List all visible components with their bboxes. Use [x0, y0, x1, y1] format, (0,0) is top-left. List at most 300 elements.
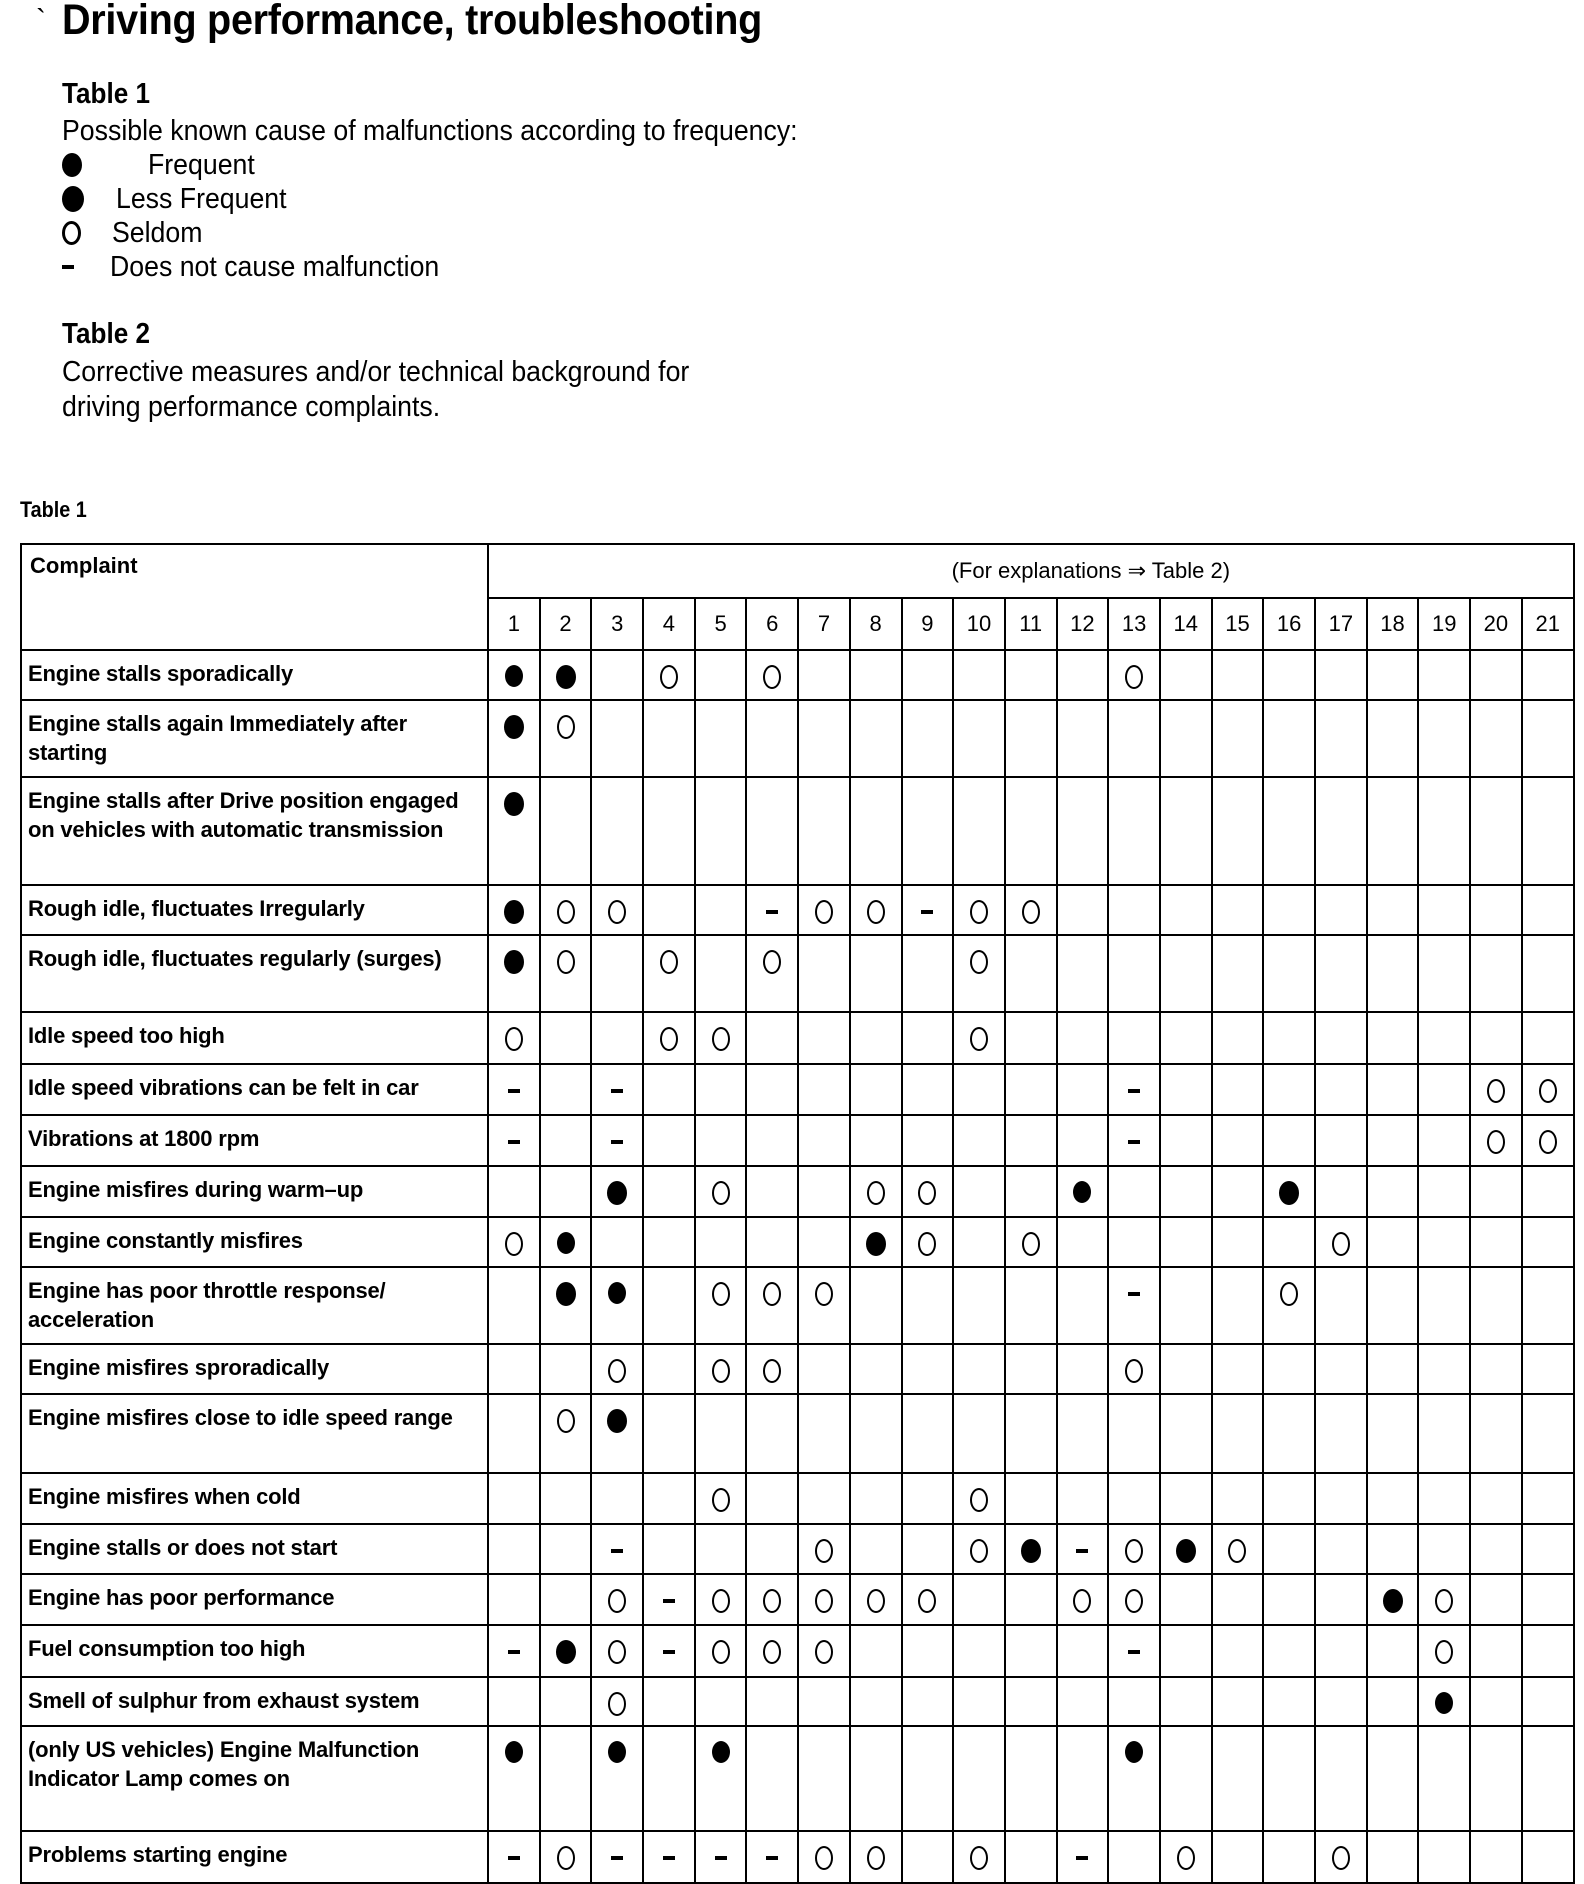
- rating-cell: [902, 1677, 954, 1726]
- rating-cell: [488, 1115, 540, 1166]
- rating-cell: [643, 935, 695, 1012]
- rating-cell: [695, 1677, 747, 1726]
- no-cause-dash-icon: [766, 1856, 778, 1860]
- rating-cell: [902, 935, 954, 1012]
- rating-cell: [1315, 1394, 1367, 1473]
- seldom-circle-icon: [712, 1282, 730, 1306]
- rating-cell: [1470, 1217, 1522, 1267]
- rating-cell: [1367, 777, 1419, 885]
- rating-cell: [1160, 1677, 1212, 1726]
- rating-cell: [798, 1677, 850, 1726]
- rating-cell: [798, 1217, 850, 1267]
- header-row-top: [21, 544, 1574, 598]
- less-frequent-dot-icon: [607, 1181, 627, 1205]
- rating-cell: [695, 1115, 747, 1166]
- rating-cell: [746, 1524, 798, 1574]
- rating-cell: [488, 777, 540, 885]
- rating-cell: [1108, 1012, 1160, 1064]
- rating-cell: [1418, 1166, 1470, 1217]
- rating-cell: [591, 1394, 643, 1473]
- rating-cell: [1108, 700, 1160, 777]
- rating-cell: [643, 1726, 695, 1831]
- rating-cell: [540, 1394, 592, 1473]
- less-frequent-dot-icon: [556, 665, 576, 689]
- table-row: [21, 1726, 1574, 1831]
- table-row: [21, 885, 1574, 935]
- rating-cell: [1005, 1064, 1057, 1115]
- rating-cell: [1418, 1217, 1470, 1267]
- rating-cell: [850, 1217, 902, 1267]
- rating-cell: [850, 777, 902, 885]
- less-frequent-dot-icon: [556, 1640, 576, 1664]
- rating-cell: [643, 777, 695, 885]
- rating-cell: [591, 885, 643, 935]
- rating-cell: [540, 1574, 592, 1625]
- rating-cell: [1263, 700, 1315, 777]
- seldom-circle-icon: [608, 900, 626, 924]
- legend-item-seldom: Seldom: [62, 216, 468, 250]
- seldom-circle-icon: [970, 1488, 988, 1512]
- rating-cell: [902, 700, 954, 777]
- rating-cell: [1418, 1726, 1470, 1831]
- rating-cell: [1367, 1625, 1419, 1677]
- no-cause-dash-icon: [1128, 1140, 1140, 1144]
- seldom-circle-icon: [712, 1181, 730, 1205]
- column-number-19: 19: [1418, 598, 1470, 650]
- rating-cell: [1470, 1574, 1522, 1625]
- column-number-2: 2: [540, 598, 592, 650]
- dash-icon: [62, 265, 74, 269]
- rating-cell: [591, 650, 643, 700]
- rating-cell: [540, 1217, 592, 1267]
- rating-cell: [798, 1524, 850, 1574]
- rating-cell: [1315, 885, 1367, 935]
- rating-cell: [1418, 700, 1470, 777]
- rating-cell: [902, 1625, 954, 1677]
- rating-cell: [1057, 1115, 1109, 1166]
- rating-cell: [798, 1064, 850, 1115]
- seldom-circle-icon: [867, 900, 885, 924]
- table-row: [21, 1473, 1574, 1524]
- rating-cell: [902, 1344, 954, 1394]
- rating-cell: [953, 1267, 1005, 1344]
- rating-cell: [591, 1115, 643, 1166]
- rating-cell: [1367, 1394, 1419, 1473]
- seldom-circle-icon: [918, 1589, 936, 1613]
- rating-cell: [695, 1831, 747, 1883]
- rating-cell: [1160, 935, 1212, 1012]
- rating-cell: [902, 1267, 954, 1344]
- rating-cell: [798, 1625, 850, 1677]
- rating-cell: [1522, 1574, 1574, 1625]
- seldom-circle-icon: [608, 1692, 626, 1716]
- table2-description-line2: driving performance complaints.: [62, 391, 441, 423]
- rating-cell: [695, 1217, 747, 1267]
- frequent-dot-icon: [1435, 1692, 1453, 1714]
- rating-cell: [902, 1217, 954, 1267]
- rating-cell: [746, 1677, 798, 1726]
- rating-cell: [1057, 1726, 1109, 1831]
- rating-cell: [746, 1115, 798, 1166]
- rating-cell: [850, 1473, 902, 1524]
- rating-cell: [1057, 1473, 1109, 1524]
- complaint-cell: Engine misfires when cold: [21, 1473, 488, 1524]
- rating-cell: [643, 650, 695, 700]
- rating-cell: [953, 1012, 1005, 1064]
- rating-cell: [1057, 1217, 1109, 1267]
- rating-cell: [850, 1677, 902, 1726]
- rating-cell: [540, 1625, 592, 1677]
- rating-cell: [1212, 1064, 1264, 1115]
- open-circle-icon: [62, 221, 81, 245]
- rating-cell: [1005, 1524, 1057, 1574]
- rating-cell: [1057, 1012, 1109, 1064]
- rating-cell: [850, 885, 902, 935]
- rating-cell: [540, 1012, 592, 1064]
- no-cause-dash-icon: [611, 1549, 623, 1553]
- rating-cell: [1160, 1574, 1212, 1625]
- rating-cell: [1367, 1267, 1419, 1344]
- rating-cell: [1212, 1726, 1264, 1831]
- rating-cell: [953, 1831, 1005, 1883]
- rating-cell: [902, 1064, 954, 1115]
- rating-cell: [540, 885, 592, 935]
- rating-cell: [746, 1625, 798, 1677]
- rating-cell: [488, 935, 540, 1012]
- rating-cell: [953, 1524, 1005, 1574]
- rating-cell: [1057, 1574, 1109, 1625]
- rating-cell: [1522, 650, 1574, 700]
- rating-cell: [1522, 1166, 1574, 1217]
- table-row: [21, 1166, 1574, 1217]
- column-number-4: 4: [643, 598, 695, 650]
- rating-cell: [1057, 1677, 1109, 1726]
- seldom-circle-icon: [505, 1027, 523, 1051]
- rating-cell: [850, 1831, 902, 1883]
- less-frequent-dot-icon: [504, 792, 524, 816]
- frequent-dot-icon: [505, 1741, 523, 1763]
- rating-cell: [695, 1267, 747, 1344]
- rating-cell: [1108, 1344, 1160, 1394]
- rating-cell: [746, 1831, 798, 1883]
- seldom-circle-icon: [505, 1232, 523, 1256]
- seldom-circle-icon: [712, 1589, 730, 1613]
- no-cause-dash-icon: [663, 1650, 675, 1654]
- seldom-circle-icon: [1125, 665, 1143, 689]
- rating-cell: [1315, 1064, 1367, 1115]
- rating-cell: [591, 1524, 643, 1574]
- rating-cell: [902, 777, 954, 885]
- rating-cell: [798, 935, 850, 1012]
- complaint-cell: Vibrations at 1800 rpm: [21, 1115, 488, 1166]
- rating-cell: [1418, 1267, 1470, 1344]
- seldom-circle-icon: [660, 950, 678, 974]
- rating-cell: [591, 1473, 643, 1524]
- seldom-circle-icon: [660, 665, 678, 689]
- rating-cell: [488, 1574, 540, 1625]
- seldom-circle-icon: [970, 900, 988, 924]
- rating-cell: [488, 1831, 540, 1883]
- rating-cell: [1263, 1726, 1315, 1831]
- rating-cell: [798, 1394, 850, 1473]
- rating-cell: [1263, 650, 1315, 700]
- rating-cell: [1315, 935, 1367, 1012]
- rating-cell: [953, 1677, 1005, 1726]
- rating-cell: [798, 1831, 850, 1883]
- seldom-circle-icon: [712, 1359, 730, 1383]
- column-number-17: 17: [1315, 598, 1367, 650]
- rating-cell: [643, 1115, 695, 1166]
- rating-cell: [1418, 650, 1470, 700]
- rating-cell: [643, 885, 695, 935]
- rating-cell: [1212, 1831, 1264, 1883]
- rating-cell: [1212, 1012, 1264, 1064]
- seldom-circle-icon: [763, 665, 781, 689]
- rating-cell: [1057, 777, 1109, 885]
- rating-cell: [953, 1115, 1005, 1166]
- no-cause-dash-icon: [1076, 1549, 1088, 1553]
- rating-cell: [695, 1012, 747, 1064]
- column-number-20: 20: [1470, 598, 1522, 650]
- less-frequent-dot-icon: [1021, 1539, 1041, 1563]
- rating-cell: [643, 1574, 695, 1625]
- rating-cell: [1212, 1677, 1264, 1726]
- complaint-cell: Engine misfires during warm–up: [21, 1166, 488, 1217]
- rating-cell: [540, 1344, 592, 1394]
- legend: [62, 148, 468, 284]
- rating-cell: [488, 1064, 540, 1115]
- rating-cell: [695, 777, 747, 885]
- rating-cell: [695, 1394, 747, 1473]
- rating-cell: [1315, 1524, 1367, 1574]
- rating-cell: [540, 1524, 592, 1574]
- rating-cell: [591, 1625, 643, 1677]
- rating-cell: [746, 1166, 798, 1217]
- rating-cell: [1057, 1831, 1109, 1883]
- rating-cell: [488, 1344, 540, 1394]
- rating-cell: [1418, 1394, 1470, 1473]
- rating-cell: [798, 1344, 850, 1394]
- rating-cell: [902, 1831, 954, 1883]
- seldom-circle-icon: [608, 1589, 626, 1613]
- rating-cell: [1005, 1574, 1057, 1625]
- rating-cell: [1263, 1267, 1315, 1344]
- rating-cell: [1005, 1394, 1057, 1473]
- rating-cell: [1470, 1115, 1522, 1166]
- rating-cell: [1212, 777, 1264, 885]
- complaint-cell: Smell of sulphur from exhaust system: [21, 1677, 488, 1726]
- seldom-circle-icon: [1073, 1589, 1091, 1613]
- rating-cell: [1470, 1394, 1522, 1473]
- rating-cell: [746, 1064, 798, 1115]
- rating-cell: [1160, 1064, 1212, 1115]
- rating-cell: [1263, 1831, 1315, 1883]
- rating-cell: [1418, 1012, 1470, 1064]
- rating-cell: [1108, 1473, 1160, 1524]
- complaint-cell: Engine stalls or does not start: [21, 1524, 488, 1574]
- rating-cell: [1057, 650, 1109, 700]
- rating-cell: [1263, 1625, 1315, 1677]
- rating-cell: [1212, 1625, 1264, 1677]
- rating-cell: [1522, 1677, 1574, 1726]
- table-row: [21, 1344, 1574, 1394]
- rating-cell: [1005, 1012, 1057, 1064]
- no-cause-dash-icon: [921, 910, 933, 914]
- rating-cell: [1057, 1064, 1109, 1115]
- seldom-circle-icon: [763, 1640, 781, 1664]
- rating-cell: [643, 1524, 695, 1574]
- rating-cell: [540, 777, 592, 885]
- table2-description-line1: Corrective measures and/or technical background for: [62, 356, 690, 388]
- table-row: [21, 1524, 1574, 1574]
- rating-cell: [746, 885, 798, 935]
- rating-cell: [1315, 650, 1367, 700]
- complaint-cell: Engine constantly misfires: [21, 1217, 488, 1267]
- rating-cell: [746, 1473, 798, 1524]
- seldom-circle-icon: [763, 1359, 781, 1383]
- rating-cell: [1212, 1524, 1264, 1574]
- seldom-circle-icon: [970, 1027, 988, 1051]
- rating-cell: [798, 1115, 850, 1166]
- rating-cell: [1263, 1473, 1315, 1524]
- complaint-cell: Engine stalls after Drive position engaged on vehicles with automatic transmission: [21, 777, 488, 885]
- complaint-cell: Engine has poor performance: [21, 1574, 488, 1625]
- rating-cell: [1367, 935, 1419, 1012]
- rating-cell: [798, 1473, 850, 1524]
- rating-cell: [1418, 777, 1470, 885]
- rating-cell: [695, 1344, 747, 1394]
- less-frequent-dot-icon: [504, 715, 524, 739]
- rating-cell: [1315, 1344, 1367, 1394]
- rating-cell: [488, 1473, 540, 1524]
- rating-cell: [1005, 1625, 1057, 1677]
- rating-cell: [953, 1217, 1005, 1267]
- rating-cell: [1108, 1574, 1160, 1625]
- rating-cell: [798, 777, 850, 885]
- rating-cell: [488, 1166, 540, 1217]
- table-row: [21, 1831, 1574, 1883]
- less-frequent-dot-icon: [504, 900, 524, 924]
- rating-cell: [1108, 1115, 1160, 1166]
- rating-cell: [953, 1625, 1005, 1677]
- rating-cell: [1005, 1831, 1057, 1883]
- column-number-21: 21: [1522, 598, 1574, 650]
- rating-cell: [1367, 1831, 1419, 1883]
- rating-cell: [1057, 935, 1109, 1012]
- seldom-circle-icon: [763, 950, 781, 974]
- rating-cell: [1057, 1524, 1109, 1574]
- rating-cell: [1367, 1524, 1419, 1574]
- rating-cell: [643, 1217, 695, 1267]
- seldom-circle-icon: [867, 1181, 885, 1205]
- table-row: [21, 1012, 1574, 1064]
- column-number-10: 10: [953, 598, 1005, 650]
- rating-cell: [953, 1574, 1005, 1625]
- rating-cell: [488, 700, 540, 777]
- table1-heading: Table 1: [62, 78, 151, 110]
- rating-cell: [540, 1726, 592, 1831]
- rating-cell: [643, 1064, 695, 1115]
- table-row: [21, 1625, 1574, 1677]
- seldom-circle-icon: [815, 1589, 833, 1613]
- rating-cell: [746, 1574, 798, 1625]
- rating-cell: [1418, 1473, 1470, 1524]
- rating-cell: [1263, 1115, 1315, 1166]
- column-number-5: 5: [695, 598, 747, 650]
- no-cause-dash-icon: [663, 1856, 675, 1860]
- seldom-circle-icon: [1228, 1539, 1246, 1563]
- complaint-cell: Engine stalls again Immediately after starting: [21, 700, 488, 777]
- rating-cell: [1212, 885, 1264, 935]
- rating-cell: [902, 1524, 954, 1574]
- rating-cell: [488, 1726, 540, 1831]
- rating-cell: [1522, 935, 1574, 1012]
- seldom-circle-icon: [970, 1539, 988, 1563]
- rating-cell: [850, 650, 902, 700]
- rating-cell: [850, 1344, 902, 1394]
- rating-cell: [1470, 1625, 1522, 1677]
- rating-cell: [1367, 1574, 1419, 1625]
- rating-cell: [1367, 1166, 1419, 1217]
- rating-cell: [1005, 1344, 1057, 1394]
- rating-cell: [1212, 1344, 1264, 1394]
- rating-cell: [488, 1267, 540, 1344]
- seldom-circle-icon: [557, 900, 575, 924]
- rating-cell: [1212, 1217, 1264, 1267]
- rating-cell: [540, 1166, 592, 1217]
- rating-cell: [1005, 885, 1057, 935]
- column-number-13: 13: [1108, 598, 1160, 650]
- rating-cell: [1367, 1115, 1419, 1166]
- rating-cell: [902, 650, 954, 700]
- no-cause-dash-icon: [1128, 1650, 1140, 1654]
- rating-cell: [695, 650, 747, 700]
- rating-cell: [850, 1012, 902, 1064]
- seldom-circle-icon: [1125, 1539, 1143, 1563]
- no-cause-dash-icon: [611, 1856, 623, 1860]
- rating-cell: [1263, 885, 1315, 935]
- rating-cell: [1212, 650, 1264, 700]
- rating-cell: [591, 777, 643, 885]
- rating-cell: [1005, 1473, 1057, 1524]
- complaint-cell: Rough idle, fluctuates Irregularly: [21, 885, 488, 935]
- rating-cell: [1160, 1217, 1212, 1267]
- seldom-circle-icon: [712, 1488, 730, 1512]
- rating-cell: [540, 700, 592, 777]
- rating-cell: [1470, 1064, 1522, 1115]
- rating-cell: [1108, 1267, 1160, 1344]
- complaint-cell: Engine has poor throttle response/ acceleration: [21, 1267, 488, 1344]
- column-number-15: 15: [1212, 598, 1264, 650]
- rating-cell: [798, 700, 850, 777]
- no-cause-dash-icon: [508, 1140, 520, 1144]
- rating-cell: [1005, 935, 1057, 1012]
- rating-cell: [1522, 1344, 1574, 1394]
- less-frequent-dot-icon: [556, 1282, 576, 1306]
- table-row: [21, 777, 1574, 885]
- less-frequent-dot-icon: [504, 950, 524, 974]
- rating-cell: [1263, 1677, 1315, 1726]
- no-cause-dash-icon: [611, 1089, 623, 1093]
- seldom-circle-icon: [1435, 1640, 1453, 1664]
- rating-cell: [1160, 1726, 1212, 1831]
- rating-cell: [1522, 1831, 1574, 1883]
- rating-cell: [850, 935, 902, 1012]
- rating-cell: [1160, 1625, 1212, 1677]
- rating-cell: [1418, 885, 1470, 935]
- seldom-circle-icon: [763, 1282, 781, 1306]
- seldom-circle-icon: [557, 1409, 575, 1433]
